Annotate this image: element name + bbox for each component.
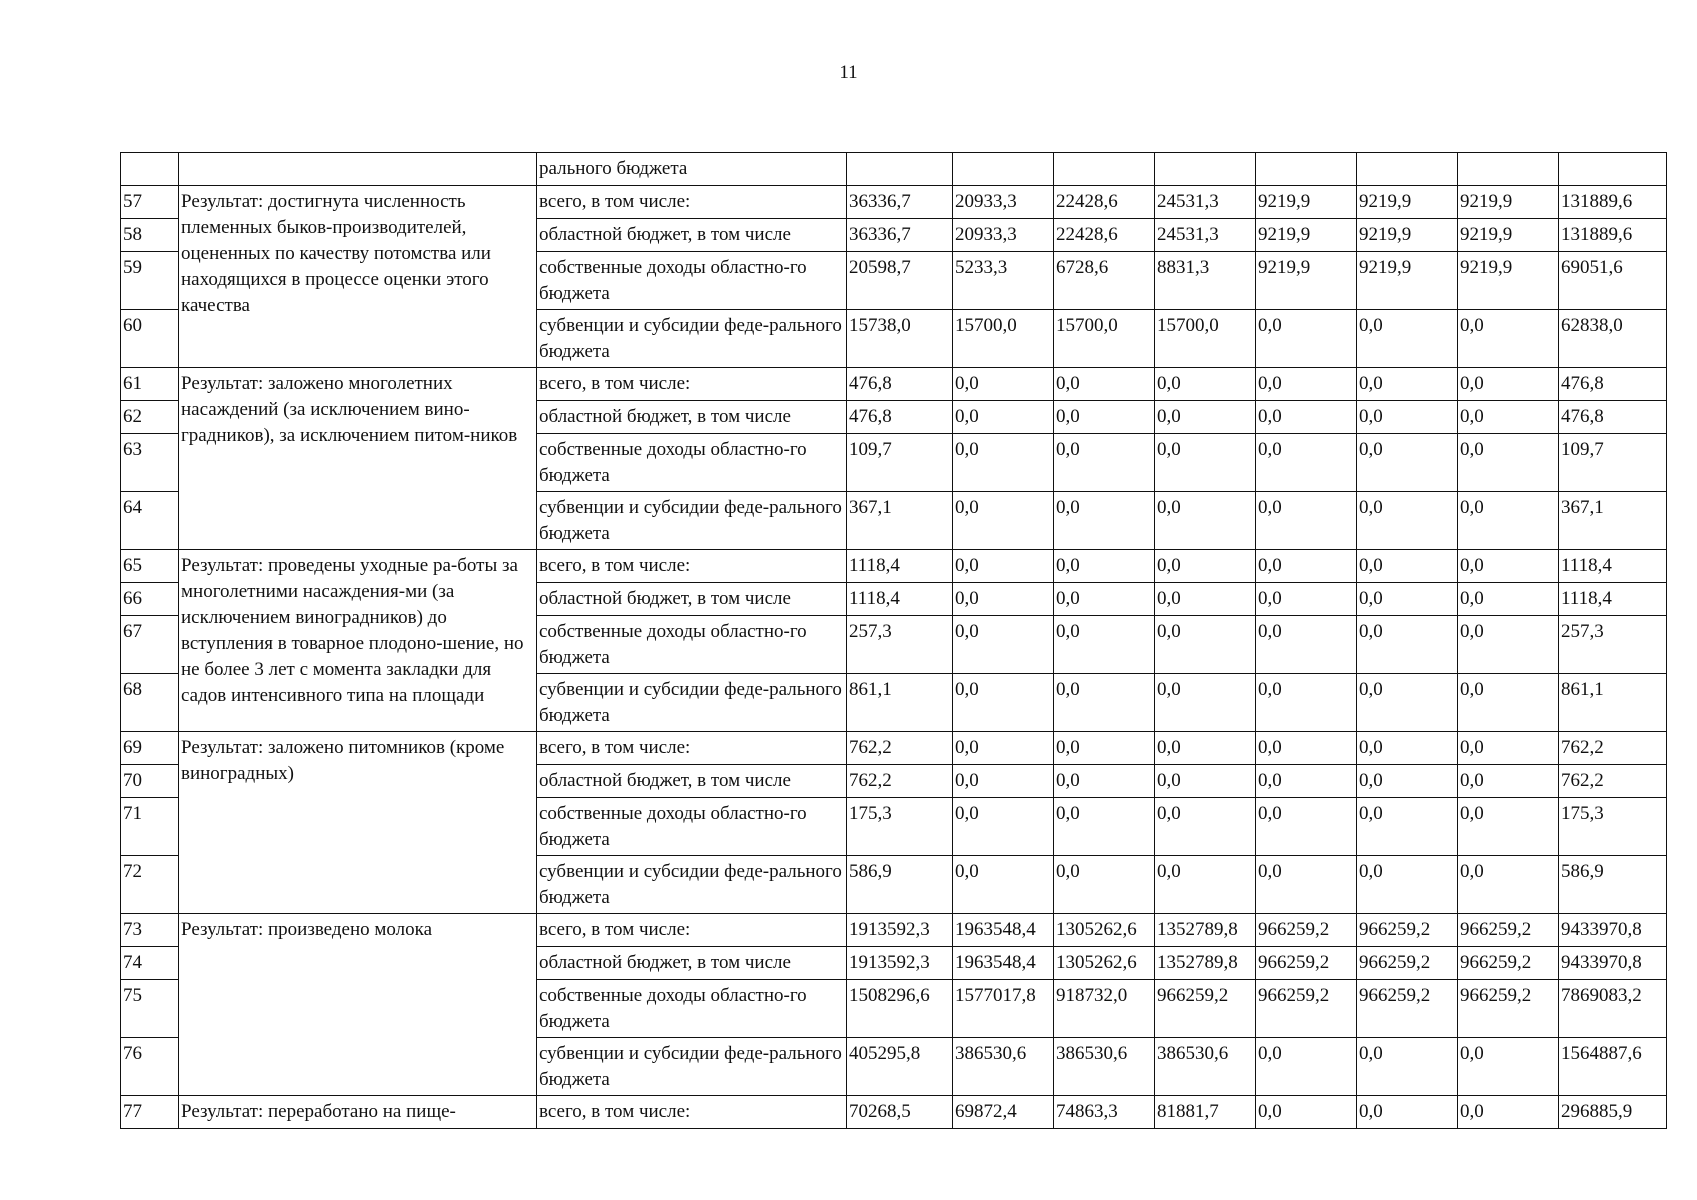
year-value-cell: 0,0 [1054, 434, 1155, 492]
year-value-cell: 15700,0 [953, 310, 1054, 368]
year-value-cell: 0,0 [1155, 368, 1256, 401]
result-description-cell: Результат: произведено молока [179, 914, 537, 1096]
year-value-cell: 0,0 [953, 583, 1054, 616]
year-value-cell: 0,0 [953, 856, 1054, 914]
table-row [121, 1096, 1667, 1129]
year-value-cell: 5233,3 [953, 252, 1054, 310]
funding-source-cell: всего, в том числе: [537, 186, 847, 219]
year-value-cell: 0,0 [1458, 550, 1559, 583]
row-number-cell: 71 [121, 798, 179, 856]
row-number-cell: 70 [121, 765, 179, 798]
row-number-cell: 63 [121, 434, 179, 492]
funding-source-cell: собственные доходы областно-го бюджета [537, 980, 847, 1038]
year-value-cell: 22428,6 [1054, 186, 1155, 219]
year-value-cell: 966259,2 [1256, 914, 1357, 947]
year-value-cell: 0,0 [1155, 798, 1256, 856]
year-value-cell: 0,0 [1155, 550, 1256, 583]
funding-source-cell: собственные доходы областно-го бюджета [537, 616, 847, 674]
year-value-cell: 8831,3 [1155, 252, 1256, 310]
year-value-cell: 0,0 [1155, 765, 1256, 798]
total-value-cell: 69051,6 [1559, 252, 1667, 310]
year-value-cell: 0,0 [1054, 616, 1155, 674]
year-value-cell: 9219,9 [1357, 252, 1458, 310]
year-value-cell: 1352789,8 [1155, 914, 1256, 947]
funding-source-cell: субвенции и субсидии феде-рального бюджета [537, 856, 847, 914]
year-value-cell: 0,0 [1256, 616, 1357, 674]
year-value-cell: 0,0 [1256, 765, 1357, 798]
year-value-cell [1054, 153, 1155, 186]
year-value-cell: 0,0 [1458, 674, 1559, 732]
year-value-cell: 0,0 [1155, 732, 1256, 765]
year-value-cell: 0,0 [1357, 434, 1458, 492]
year-value-cell: 1963548,4 [953, 914, 1054, 947]
year-value-cell: 0,0 [1155, 492, 1256, 550]
total-value-cell: 131889,6 [1559, 186, 1667, 219]
funding-source-cell: всего, в том числе: [537, 1096, 847, 1129]
year-value-cell: 0,0 [1155, 434, 1256, 492]
year-value-cell: 0,0 [1054, 732, 1155, 765]
year-value-cell: 36336,7 [847, 186, 953, 219]
year-value-cell: 918732,0 [1054, 980, 1155, 1038]
budget-table [120, 152, 1667, 1129]
row-number-cell: 64 [121, 492, 179, 550]
year-value-cell: 586,9 [847, 856, 953, 914]
year-value-cell: 9219,9 [1256, 186, 1357, 219]
year-value-cell: 0,0 [1155, 856, 1256, 914]
total-value-cell: 1118,4 [1559, 550, 1667, 583]
year-value-cell: 966259,2 [1357, 947, 1458, 980]
total-value-cell: 1564887,6 [1559, 1038, 1667, 1096]
year-value-cell: 367,1 [847, 492, 953, 550]
year-value-cell: 966259,2 [1458, 947, 1559, 980]
year-value-cell: 0,0 [1256, 310, 1357, 368]
row-number-cell: 73 [121, 914, 179, 947]
funding-source-cell: областной бюджет, в том числе [537, 583, 847, 616]
year-value-cell: 0,0 [1357, 674, 1458, 732]
year-value-cell: 0,0 [1256, 583, 1357, 616]
year-value-cell: 0,0 [1357, 583, 1458, 616]
year-value-cell: 24531,3 [1155, 219, 1256, 252]
year-value-cell: 1118,4 [847, 583, 953, 616]
year-value-cell: 966259,2 [1256, 980, 1357, 1038]
total-value-cell: 7869083,2 [1559, 980, 1667, 1038]
year-value-cell: 0,0 [953, 798, 1054, 856]
funding-source-cell: собственные доходы областно-го бюджета [537, 798, 847, 856]
total-value-cell: 762,2 [1559, 765, 1667, 798]
year-value-cell: 0,0 [1155, 583, 1256, 616]
row-number-cell: 61 [121, 368, 179, 401]
year-value-cell: 0,0 [1458, 401, 1559, 434]
funding-source-cell: субвенции и субсидии феде-рального бюджета [537, 310, 847, 368]
year-value-cell: 0,0 [953, 765, 1054, 798]
year-value-cell [1256, 153, 1357, 186]
year-value-cell: 0,0 [953, 401, 1054, 434]
year-value-cell: 0,0 [1357, 1096, 1458, 1129]
year-value-cell: 0,0 [1054, 765, 1155, 798]
year-value-cell: 762,2 [847, 765, 953, 798]
year-value-cell: 0,0 [953, 732, 1054, 765]
year-value-cell: 20933,3 [953, 186, 1054, 219]
result-description-cell: Результат: заложено питомников (кроме виноградных) [179, 732, 537, 914]
total-value-cell: 476,8 [1559, 368, 1667, 401]
year-value-cell: 0,0 [953, 550, 1054, 583]
funding-source-cell: собственные доходы областно-го бюджета [537, 252, 847, 310]
year-value-cell: 70268,5 [847, 1096, 953, 1129]
year-value-cell: 6728,6 [1054, 252, 1155, 310]
row-number-cell: 74 [121, 947, 179, 980]
row-number-cell: 67 [121, 616, 179, 674]
year-value-cell: 0,0 [1256, 732, 1357, 765]
table-row [121, 368, 1667, 401]
year-value-cell: 861,1 [847, 674, 953, 732]
year-value-cell: 0,0 [1458, 1096, 1559, 1129]
year-value-cell: 9219,9 [1256, 252, 1357, 310]
year-value-cell [953, 153, 1054, 186]
year-value-cell: 0,0 [1458, 616, 1559, 674]
year-value-cell: 9219,9 [1458, 186, 1559, 219]
year-value-cell: 0,0 [1357, 401, 1458, 434]
year-value-cell [1357, 153, 1458, 186]
result-description-cell: Результат: заложено многолетних насаждений (за исключением вино-градников), за исключением питом-ников [179, 368, 537, 550]
year-value-cell: 0,0 [953, 368, 1054, 401]
year-value-cell: 0,0 [1256, 368, 1357, 401]
year-value-cell: 1352789,8 [1155, 947, 1256, 980]
year-value-cell: 966259,2 [1458, 914, 1559, 947]
row-number-cell: 57 [121, 186, 179, 219]
result-description-cell [179, 153, 537, 186]
year-value-cell: 0,0 [1054, 550, 1155, 583]
year-value-cell: 966259,2 [1256, 947, 1357, 980]
year-value-cell: 0,0 [1357, 310, 1458, 368]
year-value-cell: 1577017,8 [953, 980, 1054, 1038]
year-value-cell: 0,0 [1458, 434, 1559, 492]
row-number-cell: 76 [121, 1038, 179, 1096]
total-value-cell: 762,2 [1559, 732, 1667, 765]
year-value-cell [847, 153, 953, 186]
year-value-cell: 0,0 [1256, 401, 1357, 434]
year-value-cell: 0,0 [1458, 368, 1559, 401]
result-description-cell: Результат: проведены уходные ра-боты за многолетними насаждения-ми (за исключением виноградников) до вступления в товарное плодоно-шение, но не более 3 лет с момента закладки для садов интенсивного типа на площади [179, 550, 537, 732]
year-value-cell: 36336,7 [847, 219, 953, 252]
total-value-cell: 175,3 [1559, 798, 1667, 856]
year-value-cell: 0,0 [1256, 798, 1357, 856]
row-number-cell: 68 [121, 674, 179, 732]
year-value-cell: 0,0 [953, 616, 1054, 674]
total-value-cell: 367,1 [1559, 492, 1667, 550]
year-value-cell: 0,0 [1155, 674, 1256, 732]
year-value-cell: 0,0 [1256, 1038, 1357, 1096]
year-value-cell: 966259,2 [1155, 980, 1256, 1038]
year-value-cell: 405295,8 [847, 1038, 953, 1096]
year-value-cell: 386530,6 [1155, 1038, 1256, 1096]
row-number-cell: 69 [121, 732, 179, 765]
year-value-cell: 0,0 [1256, 434, 1357, 492]
year-value-cell: 0,0 [1458, 856, 1559, 914]
year-value-cell: 15700,0 [1054, 310, 1155, 368]
funding-source-cell: рального бюджета [537, 153, 847, 186]
year-value-cell: 1118,4 [847, 550, 953, 583]
funding-source-cell: всего, в том числе: [537, 550, 847, 583]
year-value-cell: 9219,9 [1458, 252, 1559, 310]
funding-source-cell: всего, в том числе: [537, 914, 847, 947]
year-value-cell: 1963548,4 [953, 947, 1054, 980]
total-value-cell [1559, 153, 1667, 186]
year-value-cell: 762,2 [847, 732, 953, 765]
row-number-cell: 66 [121, 583, 179, 616]
year-value-cell: 966259,2 [1357, 980, 1458, 1038]
table-row [121, 550, 1667, 583]
table-row [121, 186, 1667, 219]
row-number-cell: 59 [121, 252, 179, 310]
year-value-cell: 966259,2 [1357, 914, 1458, 947]
year-value-cell: 0,0 [1458, 765, 1559, 798]
total-value-cell: 9433970,8 [1559, 914, 1667, 947]
total-value-cell: 476,8 [1559, 401, 1667, 434]
result-description-cell: Результат: достигнута численность племенных быков-производителей, оцененных по качеству потомства или находящихся в процессе оценки этого качества [179, 186, 537, 368]
year-value-cell: 9219,9 [1357, 219, 1458, 252]
year-value-cell: 0,0 [1054, 368, 1155, 401]
year-value-cell: 0,0 [1357, 732, 1458, 765]
row-number-cell: 75 [121, 980, 179, 1038]
year-value-cell: 0,0 [1054, 401, 1155, 434]
year-value-cell: 9219,9 [1256, 219, 1357, 252]
row-number-cell: 62 [121, 401, 179, 434]
year-value-cell: 0,0 [1458, 1038, 1559, 1096]
year-value-cell: 0,0 [1054, 492, 1155, 550]
funding-source-cell: субвенции и субсидии феде-рального бюджета [537, 1038, 847, 1096]
result-description-cell: Результат: переработано на пище- [179, 1096, 537, 1129]
year-value-cell: 0,0 [1458, 492, 1559, 550]
year-value-cell: 69872,4 [953, 1096, 1054, 1129]
year-value-cell: 0,0 [1458, 310, 1559, 368]
funding-source-cell: областной бюджет, в том числе [537, 765, 847, 798]
table-row [121, 732, 1667, 765]
year-value-cell: 1913592,3 [847, 947, 953, 980]
year-value-cell: 0,0 [953, 492, 1054, 550]
year-value-cell [1458, 153, 1559, 186]
page-number: 11 [839, 62, 858, 83]
year-value-cell: 0,0 [1458, 732, 1559, 765]
row-number-cell: 77 [121, 1096, 179, 1129]
year-value-cell: 175,3 [847, 798, 953, 856]
funding-source-cell: всего, в том числе: [537, 368, 847, 401]
year-value-cell: 20598,7 [847, 252, 953, 310]
total-value-cell: 62838,0 [1559, 310, 1667, 368]
total-value-cell: 296885,9 [1559, 1096, 1667, 1129]
year-value-cell: 0,0 [1155, 401, 1256, 434]
row-number-cell [121, 153, 179, 186]
table-body [121, 153, 1667, 1129]
year-value-cell: 476,8 [847, 368, 953, 401]
year-value-cell: 0,0 [1357, 1038, 1458, 1096]
year-value-cell: 1305262,6 [1054, 914, 1155, 947]
year-value-cell: 0,0 [953, 674, 1054, 732]
budget-table-wrapper [120, 152, 1667, 1129]
year-value-cell: 257,3 [847, 616, 953, 674]
year-value-cell: 0,0 [1256, 674, 1357, 732]
year-value-cell: 0,0 [1054, 856, 1155, 914]
year-value-cell: 9219,9 [1458, 219, 1559, 252]
year-value-cell: 1508296,6 [847, 980, 953, 1038]
year-value-cell: 0,0 [1357, 856, 1458, 914]
year-value-cell: 74863,3 [1054, 1096, 1155, 1129]
year-value-cell: 386530,6 [953, 1038, 1054, 1096]
year-value-cell [1155, 153, 1256, 186]
total-value-cell: 9433970,8 [1559, 947, 1667, 980]
year-value-cell: 0,0 [1357, 368, 1458, 401]
year-value-cell: 24531,3 [1155, 186, 1256, 219]
year-value-cell: 0,0 [1256, 856, 1357, 914]
year-value-cell: 0,0 [1256, 1096, 1357, 1129]
funding-source-cell: областной бюджет, в том числе [537, 401, 847, 434]
year-value-cell: 476,8 [847, 401, 953, 434]
year-value-cell: 0,0 [1357, 765, 1458, 798]
year-value-cell: 0,0 [1054, 674, 1155, 732]
year-value-cell: 20933,3 [953, 219, 1054, 252]
year-value-cell: 0,0 [1054, 798, 1155, 856]
year-value-cell: 22428,6 [1054, 219, 1155, 252]
row-number-cell: 72 [121, 856, 179, 914]
year-value-cell: 0,0 [1458, 798, 1559, 856]
year-value-cell: 9219,9 [1357, 186, 1458, 219]
year-value-cell: 81881,7 [1155, 1096, 1256, 1129]
year-value-cell: 0,0 [1155, 616, 1256, 674]
row-number-cell: 60 [121, 310, 179, 368]
year-value-cell: 109,7 [847, 434, 953, 492]
table-row [121, 914, 1667, 947]
table-row [121, 153, 1667, 186]
total-value-cell: 861,1 [1559, 674, 1667, 732]
row-number-cell: 58 [121, 219, 179, 252]
year-value-cell: 0,0 [1357, 550, 1458, 583]
funding-source-cell: областной бюджет, в том числе [537, 947, 847, 980]
year-value-cell: 0,0 [1357, 616, 1458, 674]
year-value-cell: 15738,0 [847, 310, 953, 368]
year-value-cell: 0,0 [1357, 798, 1458, 856]
total-value-cell: 131889,6 [1559, 219, 1667, 252]
funding-source-cell: субвенции и субсидии феде-рального бюджета [537, 492, 847, 550]
total-value-cell: 1118,4 [1559, 583, 1667, 616]
year-value-cell: 15700,0 [1155, 310, 1256, 368]
year-value-cell: 0,0 [1256, 550, 1357, 583]
year-value-cell: 0,0 [1357, 492, 1458, 550]
year-value-cell: 1913592,3 [847, 914, 953, 947]
funding-source-cell: субвенции и субсидии феде-рального бюджета [537, 674, 847, 732]
year-value-cell: 0,0 [1458, 583, 1559, 616]
funding-source-cell: всего, в том числе: [537, 732, 847, 765]
row-number-cell: 65 [121, 550, 179, 583]
year-value-cell: 0,0 [1054, 583, 1155, 616]
total-value-cell: 586,9 [1559, 856, 1667, 914]
year-value-cell: 0,0 [1256, 492, 1357, 550]
total-value-cell: 257,3 [1559, 616, 1667, 674]
funding-source-cell: собственные доходы областно-го бюджета [537, 434, 847, 492]
year-value-cell: 966259,2 [1458, 980, 1559, 1038]
total-value-cell: 109,7 [1559, 434, 1667, 492]
year-value-cell: 386530,6 [1054, 1038, 1155, 1096]
funding-source-cell: областной бюджет, в том числе [537, 219, 847, 252]
year-value-cell: 1305262,6 [1054, 947, 1155, 980]
year-value-cell: 0,0 [953, 434, 1054, 492]
